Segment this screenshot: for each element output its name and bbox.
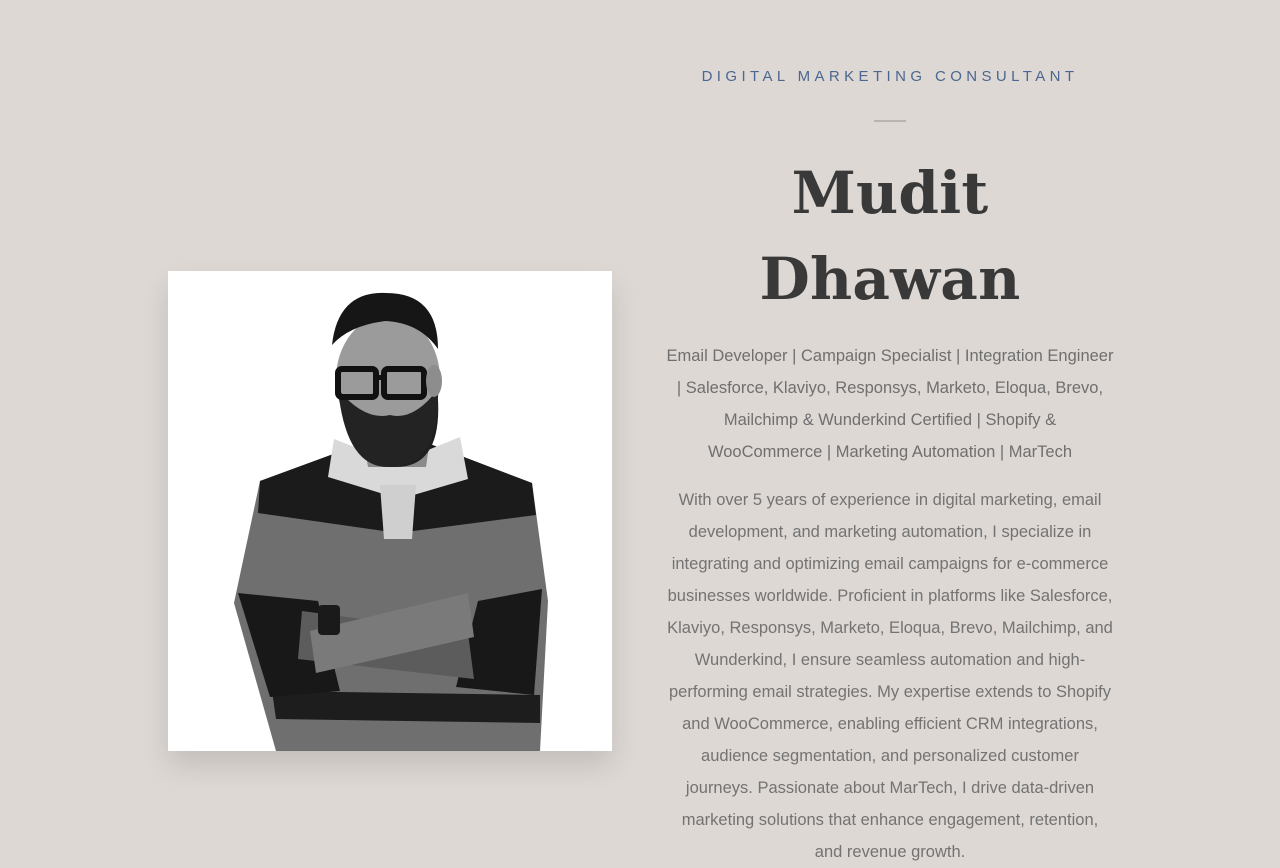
bio-paragraph: With over 5 years of experience in digital marketing, email development, and marketing automation, I specialize in integrating and optimizing email campaigns for e-commerce businesses worldwide. Proficient in platforms like Salesforce, Klaviyo, Responsys, Marketo, Eloqua, Brevo, Mailchimp, and Wunderkind, I ensure seamless automation and high-performing email strategies. My expertise extends to Shopify and WooCommerce, enabling efficient CRM integrations, audience segmentation, and personalized customer journeys. Passionate about MarTech, I drive data-driven marketing solutions that enhance engagement, retention, and revenue growth. — [667, 491, 1113, 861]
intro-content — [660, 60, 1120, 868]
professional-headline: Email Developer | Campaign Specialist | Integration Engineer | Salesforce, Klaviyo, Responsys, Marketo, Eloqua, Brevo, Mailchimp & Wunderkind Certified | Shopify & WooCommerce | Marketing Automation | MarTech — [666, 347, 1114, 461]
profile-photo — [168, 271, 612, 751]
title-divider — [874, 120, 906, 122]
profile-photo-card — [168, 271, 612, 751]
role-eyebrow: DIGITAL MARKETING CONSULTANT — [701, 68, 1079, 85]
person-name: Mudit Dhawan — [759, 159, 1021, 313]
